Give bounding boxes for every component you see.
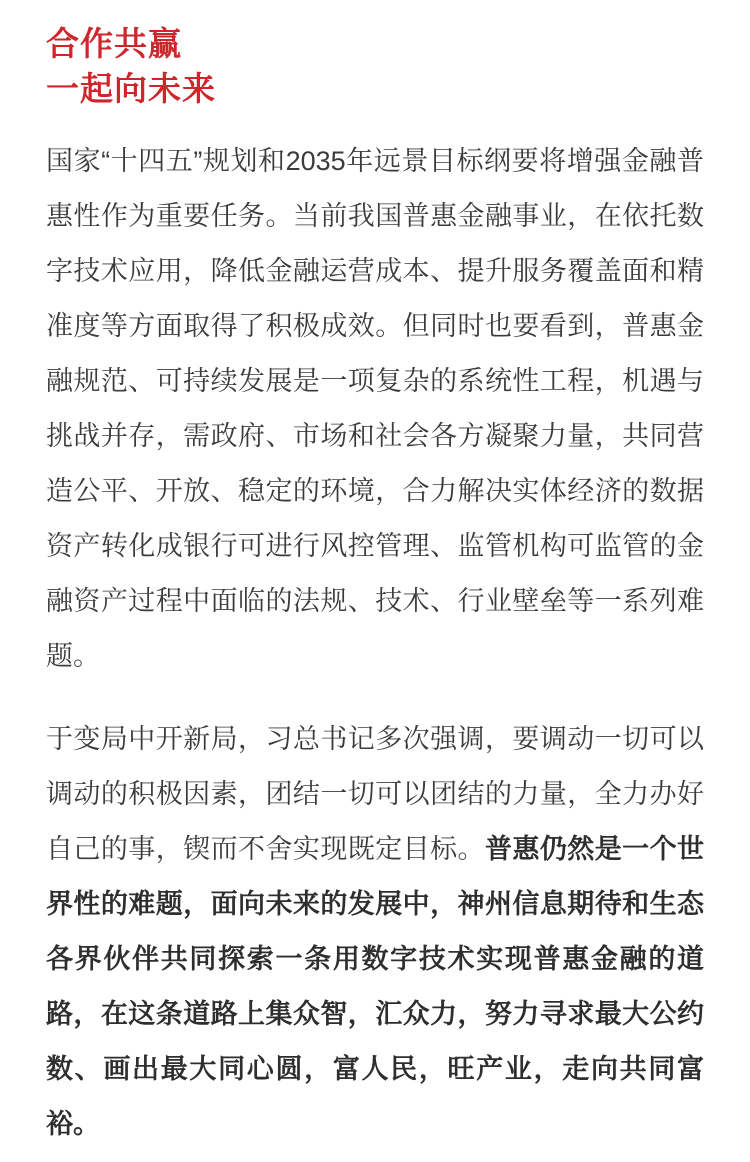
paragraph-2-bold-text: 普惠仍然是一个世界性的难题，面向未来的发展中，神州信息期待和生态各界伙伴共同探索一条用数字技术实现普惠金融的道路，在这条道路上集众智，汇众力，努力寻求最大公约数、画出最大同心圆，富人民，旺产业，走向共同富裕。 bbox=[46, 834, 705, 1139]
title-line-2: 一起向未来 bbox=[46, 70, 216, 107]
paragraph-2-regular-text: 于变局中开新局，习总书记多次强调，要调动一切可以调动的积极因素，团结一切可以团结的力量，全力办好自己的事，锲而不舍实现既定目标。 bbox=[46, 724, 704, 864]
title-line-1: 合作共赢 bbox=[46, 25, 182, 62]
paragraph-1: 国家“十四五”规划和2035年远景目标纲要将增强金融普惠性作为重要任务。当前我国普惠金融事业，在依托数字技术应用，降低金融运营成本、提升服务覆盖面和精准度等方面取得了积极成效。但同时也要看到，普惠金融规范、可持续发展是一项复杂的系统性工程，机遇与挑战并存，需政府、市场和社会各方凝聚力量，共同营造公平、开放、稳定的环境，合力解决实体经济的数据资产转化成银行可进行风控管理、监管机构可监管的金融资产过程中面临的法规、技术、行业壁垒等一系列难题。 bbox=[46, 146, 704, 671]
article-title bbox=[46, 21, 704, 111]
paragraph-2 bbox=[46, 712, 704, 1152]
article-body bbox=[46, 134, 704, 1152]
